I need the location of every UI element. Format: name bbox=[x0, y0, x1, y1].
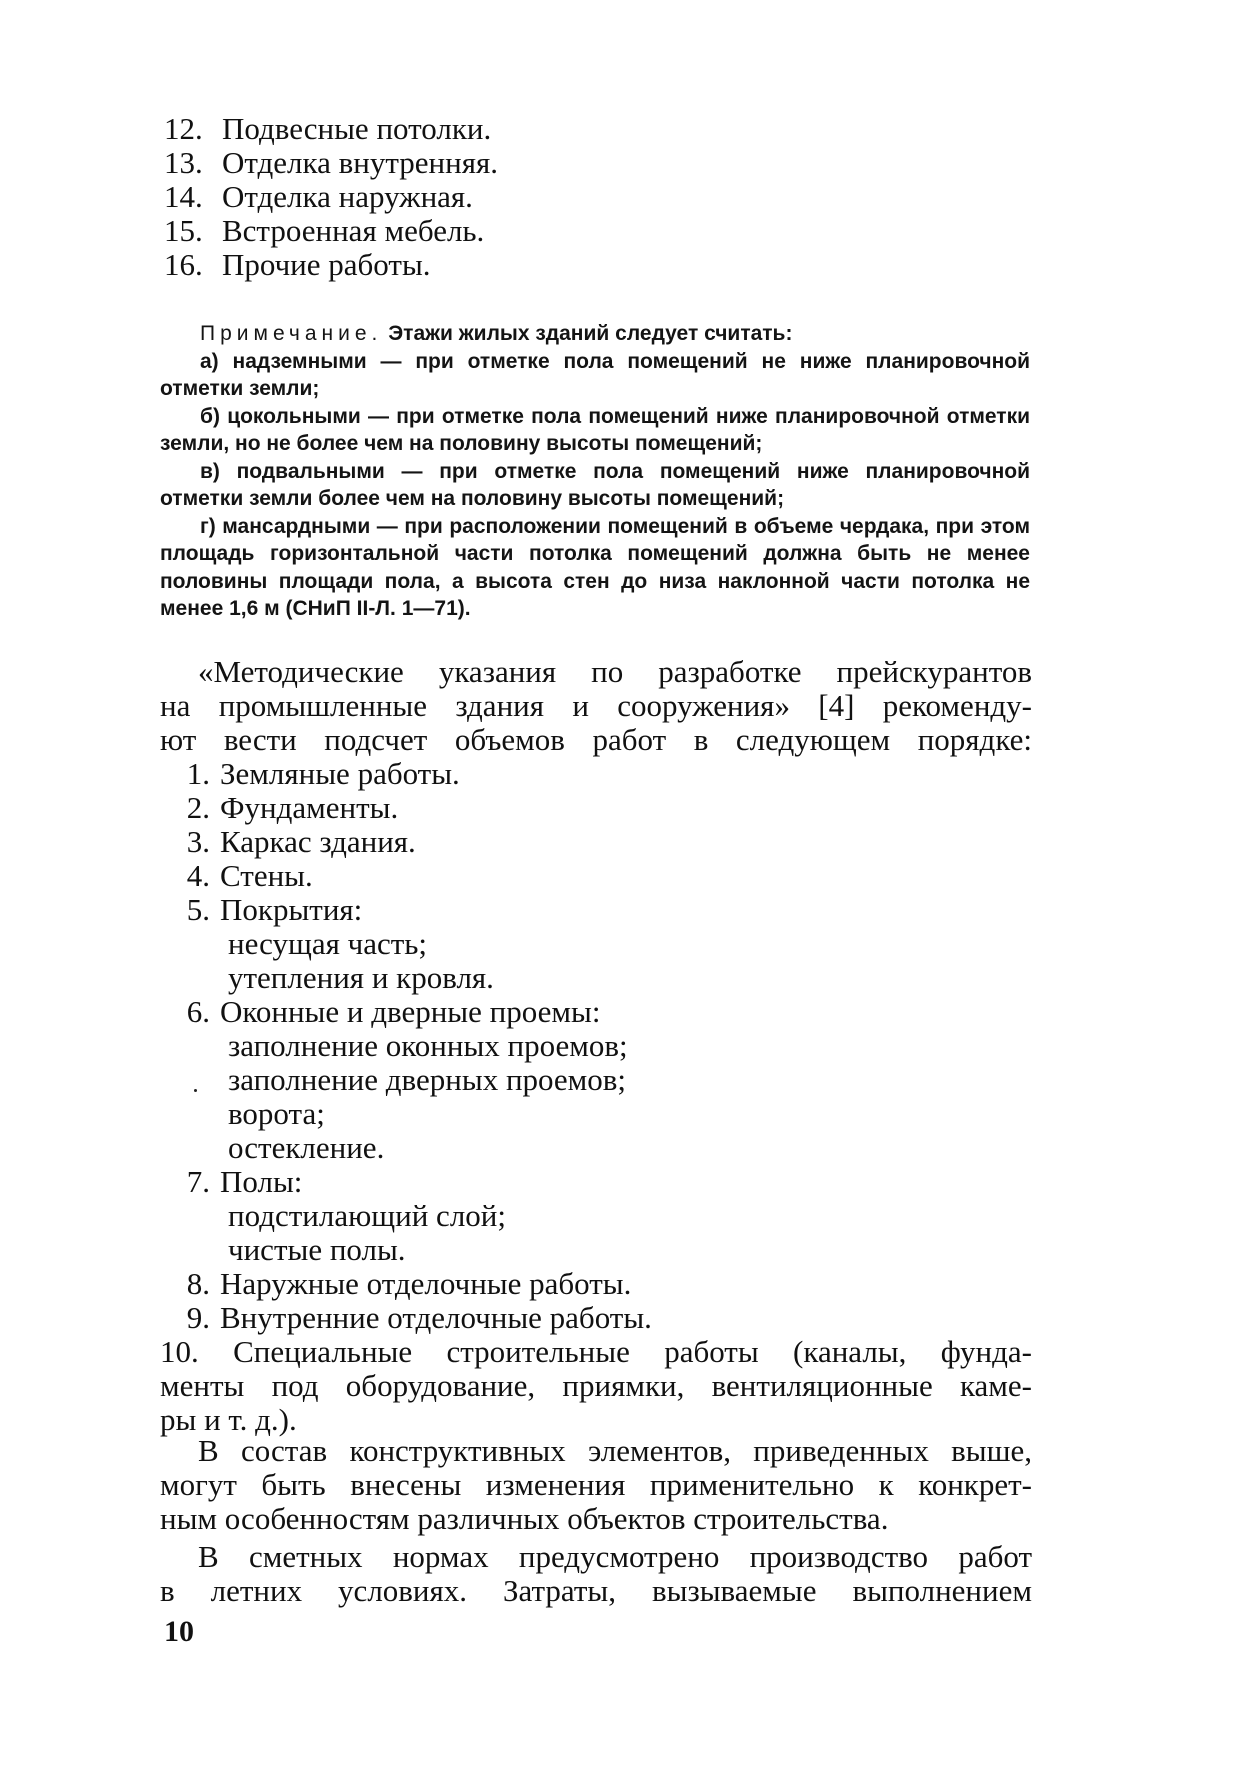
list-item bbox=[160, 791, 1040, 825]
list-item-text: Подвесные потолки. bbox=[222, 111, 492, 146]
list-subitem: несущая часть; bbox=[228, 926, 428, 961]
paragraph-line: могут быть внесены изменения применительно к конкрет- bbox=[160, 1467, 1032, 1502]
list-item bbox=[160, 1301, 1040, 1335]
list-item-number: 8. bbox=[186, 1266, 210, 1301]
main-work-list bbox=[160, 757, 1040, 1437]
top-work-list bbox=[164, 112, 1064, 282]
list-item-text: Стены. bbox=[220, 858, 313, 893]
list-item-number: 7. bbox=[186, 1164, 210, 1199]
list-subitem: остекление. bbox=[228, 1130, 385, 1165]
list-item-number: 15. bbox=[164, 213, 203, 248]
list-item-text: Внутренние отделочные работы. bbox=[220, 1300, 652, 1335]
intro-line: ют вести подсчет объемов работ в следующем порядке: bbox=[160, 722, 1032, 757]
list-item-text: Отделка внутренняя. bbox=[222, 145, 498, 180]
intro-paragraph bbox=[160, 655, 1032, 757]
list-item-text: Прочие работы. bbox=[222, 247, 431, 282]
list-item-number: 14. bbox=[164, 179, 203, 214]
list-item-number: 12. bbox=[164, 111, 203, 146]
list-item-number: 1. bbox=[186, 756, 210, 791]
list-item-text: Фундаменты. bbox=[220, 790, 399, 825]
intro-line: «Методические указания по разработке прейскурантов bbox=[198, 654, 1032, 689]
list-item bbox=[160, 995, 1040, 1029]
list-item-number: 2. bbox=[186, 790, 210, 825]
list-item-number: 6. bbox=[186, 994, 210, 1029]
list-subitem: утепления и кровля. bbox=[228, 960, 494, 995]
list-item bbox=[160, 825, 1040, 859]
list-subitem: чистые полы. bbox=[228, 1232, 406, 1267]
list-subitem: заполнение дверных проемов; bbox=[228, 1062, 627, 1097]
list-item-text: Оконные и дверные проемы: bbox=[220, 994, 601, 1029]
list-subitem: подстилающий слой; bbox=[228, 1198, 506, 1233]
note-item-g: г) мансардными — при расположении помещений в объеме чердака, при этом площадь горизонтальной части потолка помещений должна быть не менее половины площади пола, а высота стен до низа наклонной части потолка не менее 1,6 м (СНиП II-Л. 1—71). bbox=[160, 514, 1030, 620]
list-item-text: Встроенная мебель. bbox=[222, 213, 485, 248]
list-item-text: Полы: bbox=[220, 1164, 303, 1199]
paragraph-line: в летних условиях. Затраты, вызываемые выполнением bbox=[160, 1573, 1032, 1608]
list-item-number: 4. bbox=[186, 858, 210, 893]
list-item-number: 16. bbox=[164, 247, 203, 282]
intro-line: на промышленные здания и сооружения» [4] рекоменду- bbox=[160, 688, 1032, 723]
list-item bbox=[164, 146, 1064, 180]
list-item-text: Наружные отделочные работы. bbox=[220, 1266, 632, 1301]
list-subitem: заполнение оконных проемов; bbox=[228, 1028, 628, 1063]
note-title: Примечание. bbox=[200, 322, 383, 345]
list-item-number: 5. bbox=[186, 892, 210, 927]
item10-line: менты под оборудование, приямки, вентиляционные каме- bbox=[160, 1368, 1032, 1403]
list-item-text: Каркас здания. bbox=[220, 824, 416, 859]
list-item bbox=[160, 859, 1040, 893]
list-item-text: Отделка наружная. bbox=[222, 179, 473, 214]
print-speck bbox=[194, 1089, 197, 1092]
list-item-10 bbox=[160, 1335, 1032, 1437]
note-block bbox=[160, 320, 1030, 623]
list-item-number: 9. bbox=[186, 1300, 210, 1335]
list-item-text: Покрытия: bbox=[220, 892, 363, 927]
list-item bbox=[160, 757, 1040, 791]
paragraph-summer-conditions bbox=[160, 1540, 1032, 1608]
note-lead: Этажи жилых зданий следует считать: bbox=[388, 322, 793, 345]
list-item-number: 3. bbox=[186, 824, 210, 859]
list-subitem: ворота; bbox=[228, 1096, 325, 1131]
note-item-v: в) подвальными — при отметке пола помещений ниже планировочной отметки земли более чем на половину высоты помещений; bbox=[160, 459, 1030, 510]
paragraph-line: В сметных нормах предусмотрено производство работ bbox=[198, 1539, 1032, 1574]
item10-line: ры и т. д.). bbox=[160, 1402, 297, 1437]
list-item bbox=[164, 248, 1064, 282]
list-item bbox=[160, 1267, 1040, 1301]
list-item bbox=[160, 893, 1040, 927]
list-item bbox=[164, 180, 1064, 214]
note-header bbox=[160, 320, 1030, 348]
note-item-a: а) надземными — при отметке пола помещений не ниже планировочной отметки земли; bbox=[160, 349, 1030, 400]
page-number: 10 bbox=[164, 1615, 194, 1648]
paragraph-line: ным особенностям различных объектов строительства. bbox=[160, 1501, 889, 1536]
list-item bbox=[164, 112, 1064, 146]
paragraph-structural-changes bbox=[160, 1434, 1032, 1536]
list-item-text: Земляные работы. bbox=[220, 756, 460, 791]
paragraph-line: В состав конструктивных элементов, приведенных выше, bbox=[198, 1433, 1032, 1468]
list-item-number: 13. bbox=[164, 145, 203, 180]
list-item bbox=[164, 214, 1064, 248]
note-item-b: б) цокольными — при отметке пола помещений ниже планировочной отметки земли, но не более чем на половину высоты помещений; bbox=[160, 404, 1030, 455]
item10-line: 10. Специальные строительные работы (каналы, фунда- bbox=[160, 1334, 1032, 1369]
list-item bbox=[160, 1165, 1040, 1199]
